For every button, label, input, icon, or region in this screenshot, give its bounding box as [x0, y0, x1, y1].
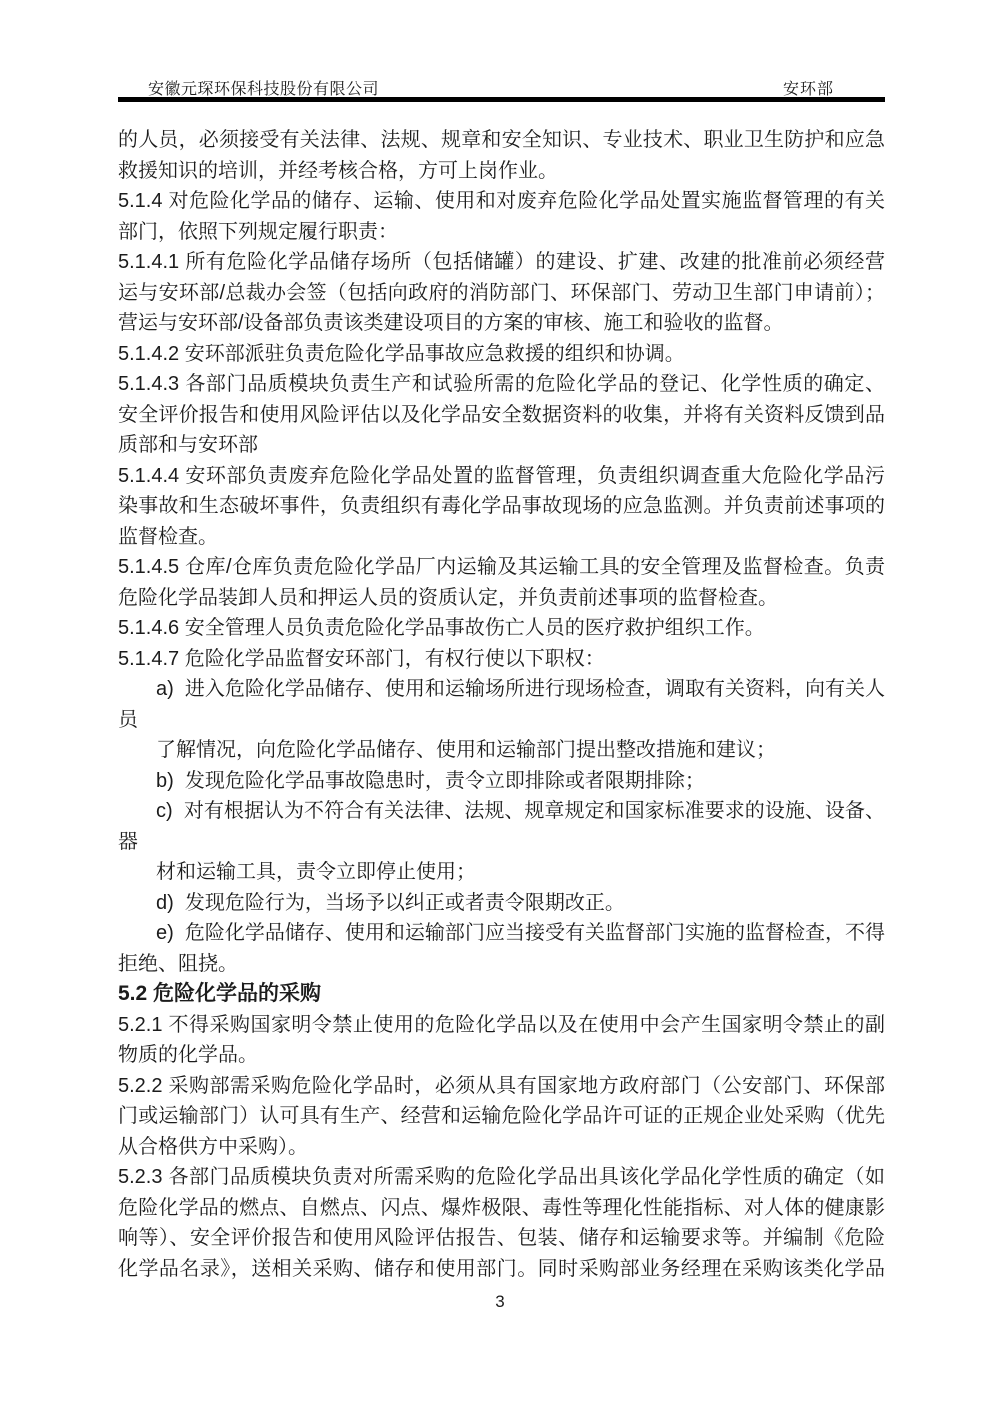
body-line: 响等）、安全评价报告和使用风险评估报告、包装、储存和运输要求等。并编制《危险	[118, 1227, 885, 1249]
body-line: 从合格供方中采购）。	[118, 1135, 308, 1158]
clause-5-2-2: 5.2.2 采购部需采购危险化学品时，必须从具有国家地方政府部门（公安部门、环保部	[118, 1074, 885, 1097]
clause-5-2-3: 5.2.3 各部门品质模块负责对所需采购的危险化学品出具该化学品化学性质的确定（如	[118, 1166, 885, 1188]
clause-5-2-1: 5.2.1 不得采购国家明令禁止使用的危险化学品以及在使用中会产生国家明令禁止的副	[118, 1013, 885, 1036]
header-company-name: 安徽元琛环保科技股份有限公司	[148, 81, 380, 98]
body-line: 监督检查。	[118, 525, 218, 548]
clause-5-1-4-2: 5.1.4.2 安环部派驻负责危险化学品事故应急救援的组织和协调。	[118, 342, 685, 365]
clause-5-1-4-7: 5.1.4.7 危险化学品监督安环部门，有权行使以下职权：	[118, 647, 605, 670]
list-item-c: c) 对有根据认为不符合有关法律、法规、规章规定和国家标准要求的设施、设备、	[156, 800, 885, 822]
body-line: 染事故和生态破坏事件，负责组织有毒化学品事故现场的应急监测。并负责前述事项的	[118, 495, 885, 517]
body-line: 部门，依照下列规定履行职责：	[118, 220, 398, 243]
clause-5-1-4-3: 5.1.4.3 各部门品质模块负责生产和试验所需的危险化学品的登记、化学性质的确定、	[118, 373, 885, 395]
body-line: 质部和与安环部	[118, 434, 258, 456]
body-line: 门或运输部门）认可具有生产、经营和运输危险化学品许可证的正规企业处采购（优先	[118, 1105, 885, 1127]
clause-5-1-4-4: 5.1.4.4 安环部负责废弃危险化学品处置的监督管理，负责组织调查重大危险化学品污	[118, 464, 885, 487]
body-line: 材和运输工具，责令立即停止使用；	[156, 861, 476, 883]
list-item-d: d) 发现危险行为，当场予以纠正或者责令限期改正。	[156, 891, 625, 914]
section-5-2-heading: 5.2 危险化学品的采购	[118, 982, 322, 1005]
clause-5-1-4-5: 5.1.4.5 仓库/仓库负责危险化学品厂内运输及其运输工具的安全管理及监督检查。负责	[118, 556, 885, 578]
body-line: 物质的化学品。	[118, 1044, 258, 1066]
list-item-a: a) 进入危险化学品储存、使用和运输场所进行现场检查，调取有关资料，向有关人	[156, 678, 885, 700]
header-rule	[118, 97, 885, 102]
body-line: 营运与安环部/设备部负责该类建设项目的方案的审核、施工和验收的监督。	[118, 312, 784, 334]
clause-5-1-4: 5.1.4 对危险化学品的储存、运输、使用和对废弃危险化学品处置实施监督管理的有关	[118, 190, 885, 212]
body-line: 救援知识的培训，并经考核合格，方可上岗作业。	[118, 159, 558, 182]
body-line: 运与安环部/总裁办会签（包括向政府的消防部门、环保部门、劳动卫生部门申请前）；	[118, 281, 885, 304]
clause-5-1-4-1: 5.1.4.1 所有危险化学品储存场所（包括储罐）的建设、扩建、改建的批准前必须经营	[118, 251, 885, 273]
body-line: 员	[118, 708, 138, 731]
body-line: 拒绝、阻挠。	[118, 952, 238, 975]
body-line: 了解情况，向危险化学品储存、使用和运输部门提出整改措施和建议；	[156, 739, 776, 761]
header-department: 安环部	[783, 81, 835, 98]
page-number: 3	[495, 1292, 505, 1311]
list-item-b: b) 发现危险化学品事故隐患时，责令立即排除或者限期排除；	[156, 769, 705, 792]
document-body	[118, 125, 885, 1284]
body-line: 危险化学品的燃点、自燃点、闪点、爆炸极限、毒性等理化性能指标、对人体的健康影	[118, 1196, 885, 1219]
clause-5-1-4-6: 5.1.4.6 安全管理人员负责危险化学品事故伤亡人员的医疗救护组织工作。	[118, 617, 765, 639]
body-line: 危险化学品装卸人员和押运人员的资质认定，并负责前述事项的监督检查。	[118, 586, 778, 609]
body-line: 安全评价报告和使用风险评估以及化学品安全数据资料的收集，并将有关资料反馈到品	[118, 403, 885, 426]
body-line: 化学品名录》，送相关采购、储存和使用部门。同时采购部业务经理在采购该类化学品	[118, 1257, 885, 1280]
list-item-e: e) 危险化学品储存、使用和运输部门应当接受有关监督部门实施的监督检查，不得	[156, 922, 885, 944]
body-line: 的人员，必须接受有关法律、法规、规章和安全知识、专业技术、职业卫生防护和应急	[118, 129, 885, 151]
body-line: 器	[118, 830, 138, 853]
